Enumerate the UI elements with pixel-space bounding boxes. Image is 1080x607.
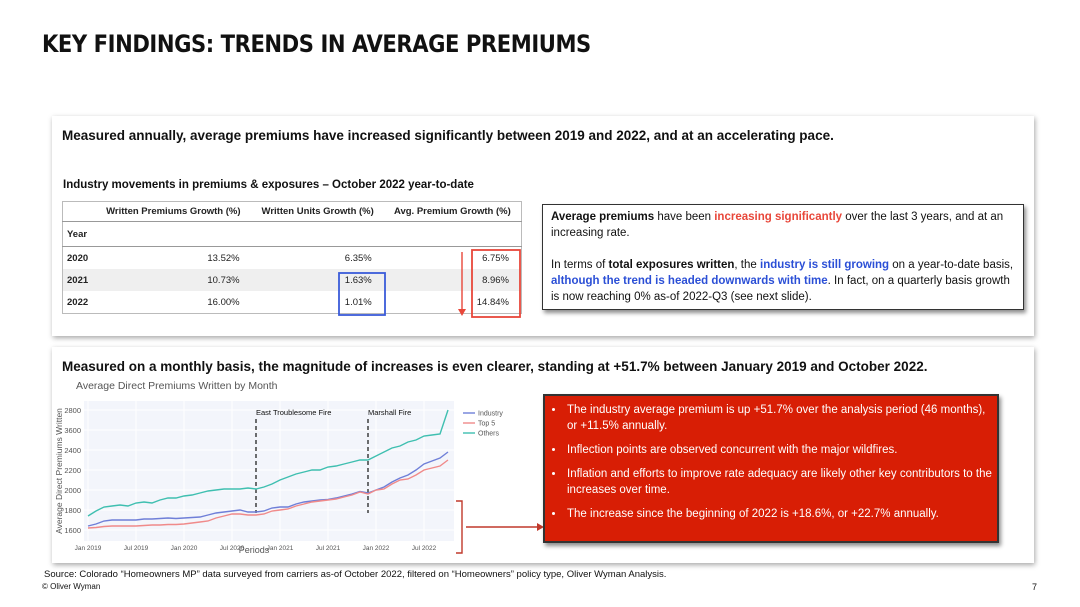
x-tick-label: Jan 2021 bbox=[266, 545, 294, 552]
table-highlights bbox=[52, 116, 532, 336]
year-cell: 2022 bbox=[67, 296, 89, 308]
finding-bullet: • Inflection points are observed concurrent with the major wildfires. bbox=[565, 442, 997, 458]
y-tick-label: 1800 bbox=[64, 506, 81, 515]
units-cell: 1.01% bbox=[344, 296, 372, 308]
annual-headline: Measured annually, average premiums have increased significantly between 2019 and 2022, and at an accelerating pace. bbox=[62, 128, 834, 143]
text: over the last 3 years, and at an increasing rate. bbox=[551, 211, 1004, 239]
legend-label: Industry bbox=[478, 410, 503, 418]
text-bold: total exposures written bbox=[608, 259, 735, 271]
copyright: © Oliver Wyman bbox=[42, 582, 101, 591]
avg-highlight-box bbox=[472, 250, 520, 317]
commentary-paragraph-1 bbox=[551, 209, 1015, 241]
column-header-avg: Avg. Premium Growth (%) bbox=[393, 206, 511, 217]
x-axis-label: Periods bbox=[238, 545, 270, 555]
fire-marker-label: Marshall Fire bbox=[368, 408, 412, 417]
text-highlight-blue: industry is still growing bbox=[760, 259, 890, 271]
chart-callout-arrow bbox=[452, 497, 547, 577]
text-bold: Average premiums bbox=[551, 211, 655, 223]
finding-bullet: • Inflation and efforts to improve rate adequacy are likely other key contributors to the increases over time. bbox=[565, 466, 997, 498]
table-title: Industry movements in premiums & exposures – October 2022 year-to-date bbox=[63, 179, 474, 191]
x-tick-label: Jul 2020 bbox=[219, 545, 245, 552]
units-highlight-box bbox=[339, 273, 385, 315]
monthly-headline: Measured on a monthly basis, the magnitude of increases is even clearer, standing at +51.7% between January 2019 and October 2022. bbox=[62, 359, 928, 374]
source-note: Source: Colorado “Homeowners MP” data surveyed from carriers as-of October 2022, filtered on “Homeowners” policy type, Oliver Wyman Analysis. bbox=[44, 569, 667, 580]
text: have been bbox=[654, 211, 715, 223]
text: In terms of bbox=[551, 259, 609, 271]
text: on a year-to-date basis, bbox=[889, 259, 1014, 271]
fire-marker-label: East Troublesome Fire bbox=[256, 408, 332, 417]
y-tick-label: 3600 bbox=[64, 426, 81, 435]
x-tick-label: Jul 2021 bbox=[315, 545, 341, 552]
finding-bullet: • The industry average premium is up +51.7% over the analysis period (46 months), or +11.5% annually. bbox=[565, 402, 997, 434]
bracket bbox=[456, 501, 462, 553]
year-cell: 2020 bbox=[67, 252, 89, 264]
y-tick-label: 1600 bbox=[64, 526, 81, 535]
y-tick-label: 2200 bbox=[64, 466, 81, 475]
premiums-cell: 13.52% bbox=[207, 252, 240, 264]
units-cell: 6.35% bbox=[344, 252, 372, 264]
text: , the bbox=[734, 259, 760, 271]
page-number: 7 bbox=[1032, 582, 1038, 592]
chart-title: Average Direct Premiums Written by Month bbox=[76, 380, 278, 392]
annual-commentary-box bbox=[542, 204, 1024, 310]
x-tick-label: Jul 2019 bbox=[123, 545, 149, 552]
premiums-line-chart bbox=[52, 375, 512, 561]
text: . In fact, on a quarterly basis growth is now reaching 0% as-of 2022-Q3 (see next slide). bbox=[551, 275, 1010, 303]
premiums-cell: 10.73% bbox=[95, 269, 252, 291]
legend-label: Top 5 bbox=[478, 420, 496, 428]
y-tick-label: 2000 bbox=[64, 486, 81, 495]
premiums-cell: 16.00% bbox=[207, 296, 240, 308]
page-title: KEY FINDINGS: TRENDS IN AVERAGE PREMIUMS bbox=[42, 30, 591, 58]
column-header-units: Written Units Growth (%) bbox=[261, 206, 374, 217]
x-tick-label: Jan 2019 bbox=[74, 545, 102, 552]
finding-bullet: • The increase since the beginning of 2022 is +18.6%, or +22.7% annually. bbox=[565, 506, 997, 522]
downward-arrow-head bbox=[458, 309, 466, 316]
legend-label: Others bbox=[478, 430, 500, 438]
year-cell: 2021 bbox=[63, 269, 96, 291]
annual-findings-panel bbox=[52, 116, 1034, 336]
monthly-findings-box bbox=[543, 394, 999, 543]
y-tick-label: 2400 bbox=[64, 446, 81, 455]
avg-cell: 14.84% bbox=[476, 296, 509, 308]
avg-cell: 6.75% bbox=[482, 252, 509, 264]
text-highlight-blue: although the trend is headed downwards with time bbox=[551, 275, 828, 287]
column-header-premiums: Written Premiums Growth (%) bbox=[106, 206, 241, 217]
x-tick-label: Jul 2022 bbox=[411, 545, 437, 552]
row-header-year: Year bbox=[67, 228, 88, 240]
avg-cell: 8.96% bbox=[384, 269, 522, 291]
y-tick-label: 2800 bbox=[64, 406, 81, 415]
y-axis-label: Average Direct Premiums Written bbox=[54, 408, 64, 534]
x-tick-label: Jan 2020 bbox=[170, 545, 198, 552]
text-highlight-red: increasing significantly bbox=[714, 211, 843, 223]
units-cell: 1.63% bbox=[252, 269, 384, 291]
monthly-findings-panel bbox=[52, 347, 1034, 563]
y-axis-ticks bbox=[64, 406, 81, 535]
commentary-paragraph-2 bbox=[551, 257, 1015, 305]
chart-legend bbox=[463, 411, 503, 438]
x-tick-label: Jan 2022 bbox=[362, 545, 390, 552]
